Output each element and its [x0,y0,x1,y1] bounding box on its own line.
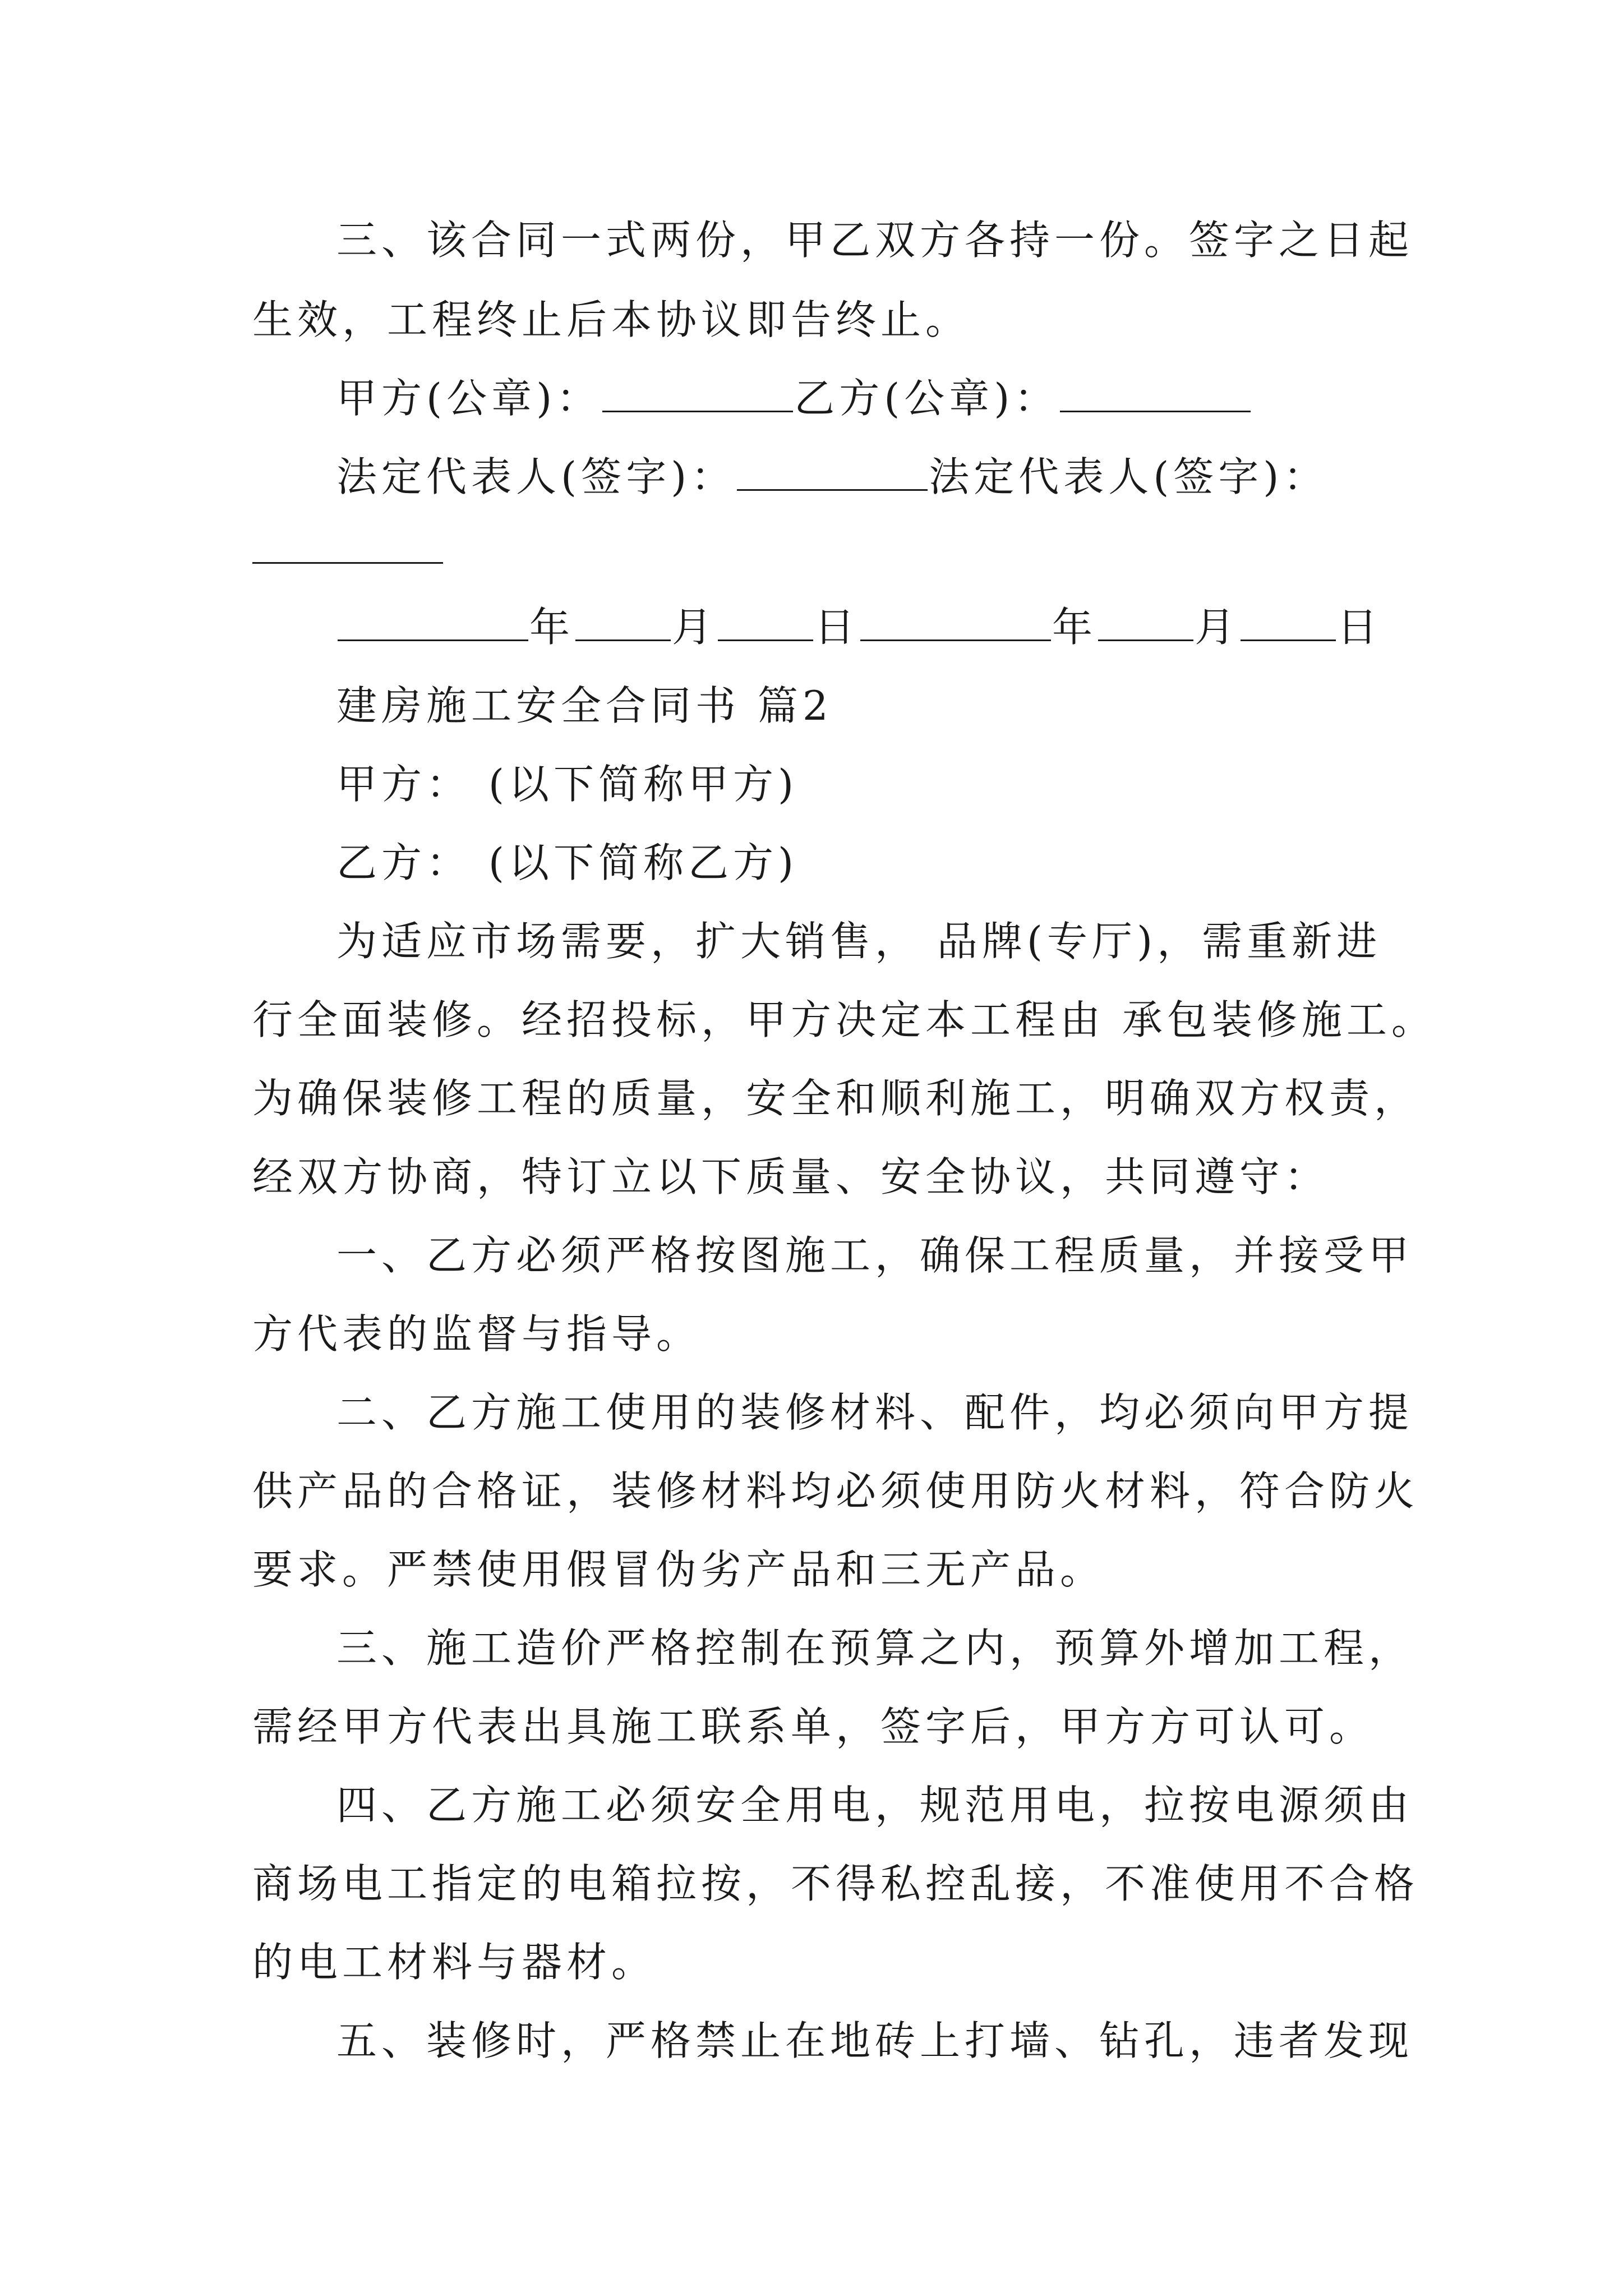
clause-1-line-2: 方代表的监督与指导。 [252,1310,702,1358]
date-a-month-label: 月 [672,604,717,651]
intro-line-1: 为适应市场需要，扩大销售， 品牌(专厅)，需重新进 [336,918,1382,965]
party-a-line: 甲方： (以下简称甲方) [336,761,799,808]
date-row [336,604,1382,651]
intro-line-4: 经双方协商，特订立以下质量、安全协议，共同遵守： [252,1153,1330,1200]
party-b-representative-blank [252,562,443,564]
date-b-month-blank [1098,639,1193,641]
party-a-seal-label: 甲方(公章)： [336,375,602,422]
clause-3-line-2: 生效，工程终止后本协议即告终止。 [252,296,971,343]
clause-2-line-1: 二、乙方施工使用的装修材料、配件，均必须向甲方提 [336,1389,1414,1436]
party-a-representative-blank [737,489,928,491]
clause-3-line-1: 三、该合同一式两份，甲乙双方各持一份。签字之日起 [336,217,1414,264]
clause-4-line-2: 商场电工指定的电箱拉按，不得私控乱接，不准使用不合格 [252,1860,1419,1907]
clause-3b-line-2: 需经甲方代表出具施工联系单，签字后，甲方方可认可。 [252,1703,1375,1750]
party-a-representative-label: 法定代表人(签字)： [336,453,736,500]
date-a-year-blank [338,639,528,641]
date-b-day-blank [1241,639,1336,641]
date-a-month-blank [575,639,671,641]
clause-2-line-3: 要求。严禁使用假冒伪劣产品和三无产品。 [252,1546,1105,1593]
party-a-seal-blank [602,410,793,412]
intro-line-2: 行全面装修。经招投标，甲方决定本工程由 承包装修施工。 [252,996,1436,1043]
clause-2-line-2: 供产品的合格证，装修材料均必须使用防火材料，符合防火 [252,1467,1419,1515]
date-b-year-blank [860,639,1051,641]
intro-line-3: 为确保装修工程的质量，安全和顺利施工，明确双方权责， [252,1075,1419,1122]
clause-5-line-1: 五、装修时，严格禁止在地砖上打墙、钻孔，违者发现 [336,2017,1414,2064]
party-b-representative-label: 法定代表人(签字)： [929,453,1329,500]
party-b-seal-label: 乙方(公章)： [794,375,1059,422]
date-b-day-label: 日 [1337,604,1382,651]
date-b-year-label: 年 [1052,604,1098,651]
date-a-day-blank [718,639,813,641]
party-b-seal-blank [1060,410,1251,412]
clause-3b-line-1: 三、施工造价严格控制在预算之内，预算外增加工程， [336,1625,1414,1672]
date-a-year-label: 年 [529,604,575,651]
clause-4-line-1: 四、乙方施工必须安全用电，规范用电，拉按电源须由 [336,1782,1414,1829]
seal-signature-row [336,375,1252,422]
clause-1-line-1: 一、乙方必须严格按图施工，确保工程质量，并接受甲 [336,1232,1414,1279]
section-title: 建房施工安全合同书 篇2 [336,682,833,729]
representative-signature-row [336,453,1329,500]
clause-4-line-3: 的电工材料与器材。 [252,1939,657,1986]
party-b-line: 乙方： (以下简称乙方) [336,839,799,886]
date-a-day-label: 日 [814,604,860,651]
date-b-month-label: 月 [1195,604,1240,651]
